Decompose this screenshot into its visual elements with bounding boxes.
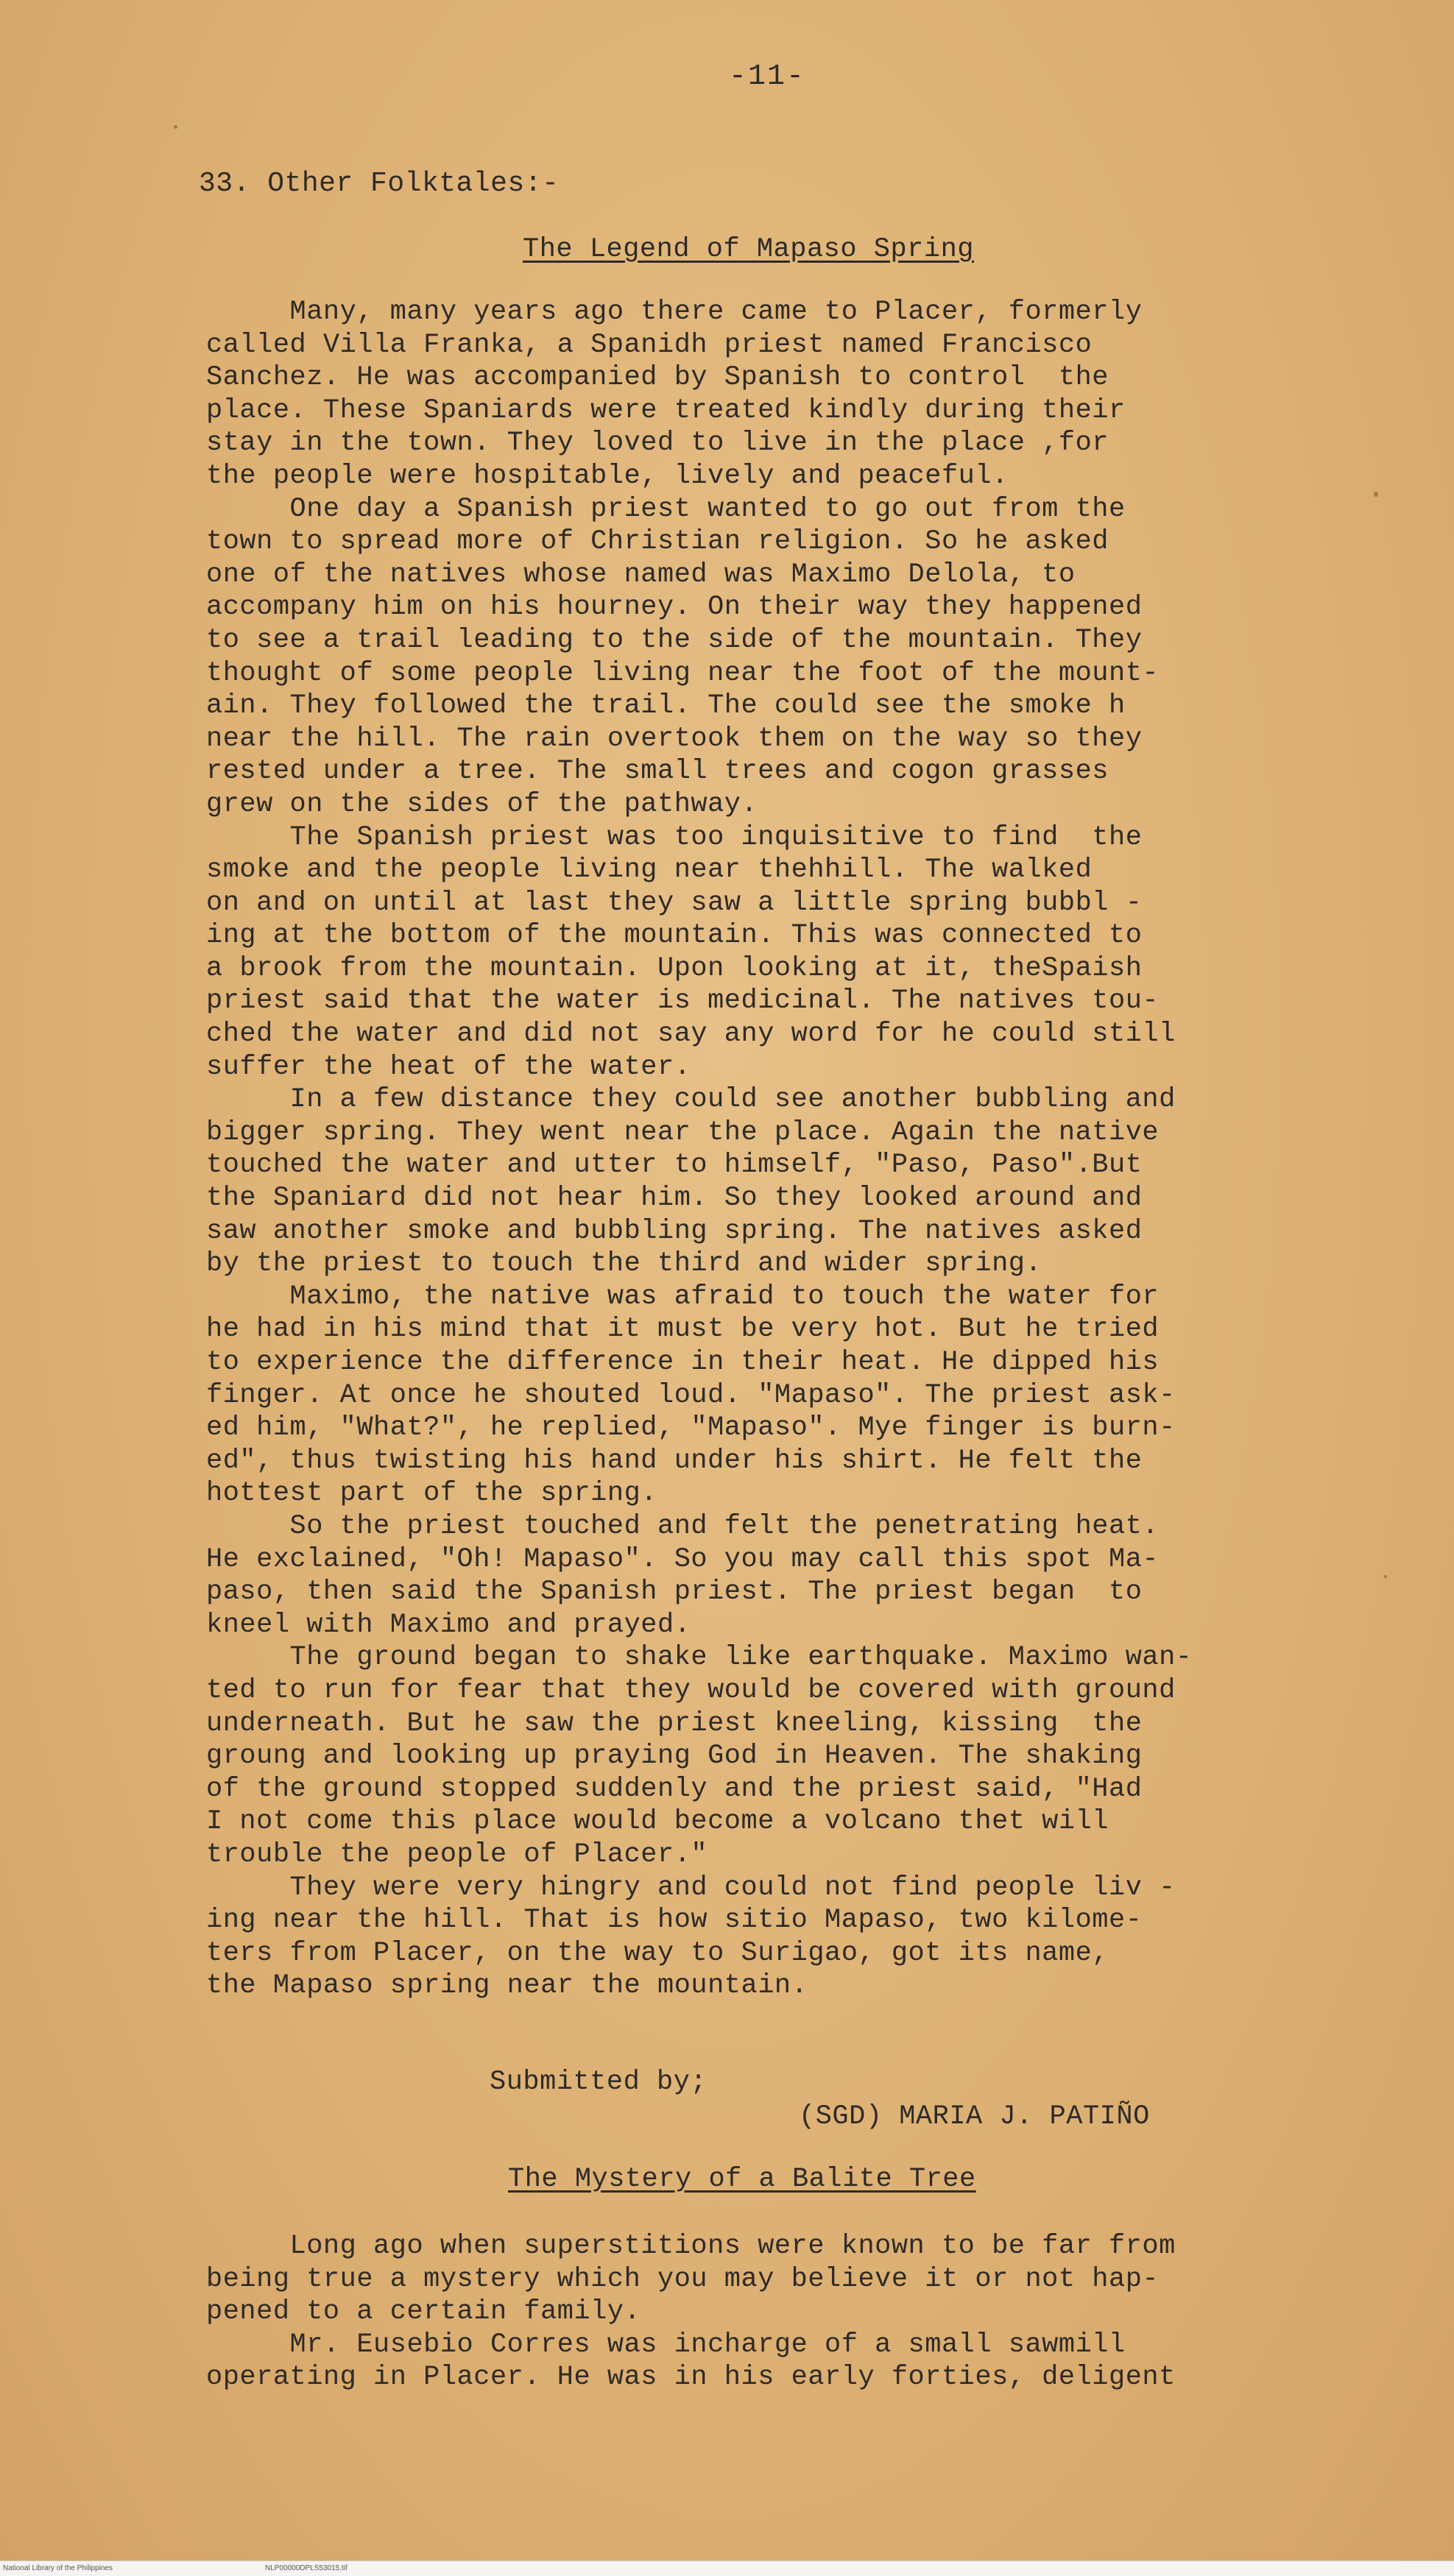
text-line: He exclained, "Oh! Mapaso". So you may call this spot Ma- xyxy=(206,1543,1160,1575)
text-line: Long ago when superstitions were known to be far from xyxy=(206,2231,1176,2262)
signature-label: Submitted by; xyxy=(490,2067,707,2098)
text-line: finger. At once he shouted loud. "Mapaso". The priest ask- xyxy=(206,1379,1176,1411)
footer-library-name: National Library of the Philippines xyxy=(3,2564,113,2572)
text-line: ed him, "What?", he replied, "Mapaso". Mye finger is burn- xyxy=(206,1412,1176,1444)
text-line: pened to a certain family. xyxy=(206,2296,641,2328)
text-line: rested under a tree. The small trees and cogon grasses xyxy=(206,756,1109,788)
footer-file-name: NLP00000DPLS53015.tif xyxy=(265,2564,347,2572)
text-line: smoke and the people living near thehhill. The walked xyxy=(206,854,1093,886)
text-line: ted to run for fear that they would be covered with ground xyxy=(206,1674,1176,1706)
text-line: of the ground stopped suddenly and the priest said, "Had xyxy=(206,1773,1143,1805)
text-line: underneath. But he saw the priest kneeling, kissing the xyxy=(206,1708,1143,1739)
text-line: saw another smoke and bubbling spring. The natives asked xyxy=(206,1215,1143,1247)
text-line: I not come this place would become a volcano thet will xyxy=(206,1806,1109,1838)
text-line: One day a Spanish priest wanted to go out from the xyxy=(206,493,1126,525)
text-line: Maximo, the native was afraid to touch the water for xyxy=(206,1281,1160,1312)
text-line: a brook from the mountain. Upon looking at it, theSpaish xyxy=(206,952,1143,984)
text-line: the Mapaso spring near the mountain. xyxy=(206,1970,808,2002)
signature-name: (SGD) MARIA J. PATIÑO xyxy=(799,2101,1150,2132)
text-line: ters from Placer, on the way to Surigao, got its name, xyxy=(206,1937,1109,1969)
paper-speck xyxy=(1384,1575,1387,1578)
paper-speck xyxy=(174,125,177,129)
text-line: ched the water and did not say any word for he could still xyxy=(206,1019,1176,1050)
text-line: stay in the town. They loved to live in the place ,for xyxy=(206,428,1109,459)
text-line: ing at the bottom of the mountain. This was connected to xyxy=(206,920,1143,952)
story-title-legend-of-mapaso-spring: The Legend of Mapaso Spring xyxy=(523,234,974,265)
text-line: The Spanish priest was too inquisitive to find the xyxy=(206,821,1143,853)
text-line: ain. They followed the trail. The could see the smoke h xyxy=(206,690,1126,722)
text-line: groung and looking up praying God in Heaven. The shaking xyxy=(206,1741,1143,1772)
text-line: ing near the hill. That is how sitio Mapaso, two kilome- xyxy=(206,1905,1143,1936)
text-line: Mr. Eusebio Corres was incharge of a small sawmill xyxy=(206,2329,1126,2360)
text-line: touched the water and utter to himself, "Paso, Paso".But xyxy=(206,1150,1143,1181)
scan-footer xyxy=(0,2561,1454,2576)
story-body-balite xyxy=(206,2230,1377,2394)
text-line: the Spaniard did not hear him. So they looked around and xyxy=(206,1183,1143,1214)
text-line: trouble the people of Placer." xyxy=(206,1839,708,1870)
text-line: Many, many years ago there came to Placer, formerly xyxy=(206,297,1143,328)
text-line: to see a trail leading to the side of the mountain. They xyxy=(206,624,1143,656)
text-line: In a few distance they could see another bubbling and xyxy=(206,1084,1176,1116)
text-line: paso, then said the Spanish priest. The priest began to xyxy=(206,1577,1143,1608)
story-title-mystery-of-balite-tree: The Mystery of a Balite Tree xyxy=(508,2164,976,2195)
section-heading: 33. Other Folktales:- xyxy=(199,168,560,199)
text-line: near the hill. The rain overtook them on the way so they xyxy=(206,723,1143,754)
text-line: thought of some people living near the foot of the mount- xyxy=(206,657,1160,689)
text-line: They were very hingry and could not find people liv - xyxy=(206,1872,1176,1903)
text-line: town to spread more of Christian religion. So he asked xyxy=(206,526,1109,558)
text-line: kneel with Maximo and prayed. xyxy=(206,1609,691,1641)
text-line: the people were hospitable, lively and peaceful. xyxy=(206,460,1009,492)
text-line: hottest part of the spring. xyxy=(206,1478,657,1510)
text-line: bigger spring. They went near the place. Again the native xyxy=(206,1117,1160,1148)
text-line: place. These Spaniards were treated kindly during their xyxy=(206,394,1126,426)
text-line: he had in his mind that it must be very hot. But he tried xyxy=(206,1314,1160,1345)
text-line: suffer the heat of the water. xyxy=(206,1051,691,1083)
text-line: ed", thus twisting his hand under his shirt. He felt the xyxy=(206,1445,1143,1476)
text-line: one of the natives whose named was Maximo Delola, to xyxy=(206,559,1076,590)
text-line: grew on the sides of the pathway. xyxy=(206,788,758,820)
text-line: The ground began to shake like earthquake. Maximo wan- xyxy=(206,1642,1193,1674)
text-line: operating in Placer. He was in his early forties, deligent xyxy=(206,2362,1176,2393)
text-line: being true a mystery which you may believe it or not hap- xyxy=(206,2263,1160,2295)
text-line: on and on until at last they saw a little spring bubbl - xyxy=(206,887,1143,919)
text-line: called Villa Franka, a Spanidh priest named Francisco xyxy=(206,329,1093,361)
text-line: Sanchez. He was accompanied by Spanish to control the xyxy=(206,362,1109,394)
story-body-mapaso xyxy=(206,296,1377,2003)
page-number: -11- xyxy=(729,60,806,93)
text-line: to experience the difference in their heat. He dipped his xyxy=(206,1347,1160,1378)
text-line: accompany him on his hourney. On their way they happened xyxy=(206,592,1143,623)
text-line: by the priest to touch the third and wider spring. xyxy=(206,1248,1042,1280)
text-line: priest said that the water is medicinal. The natives tou- xyxy=(206,986,1160,1017)
text-line: So the priest touched and felt the penetrating heat. xyxy=(206,1510,1160,1542)
